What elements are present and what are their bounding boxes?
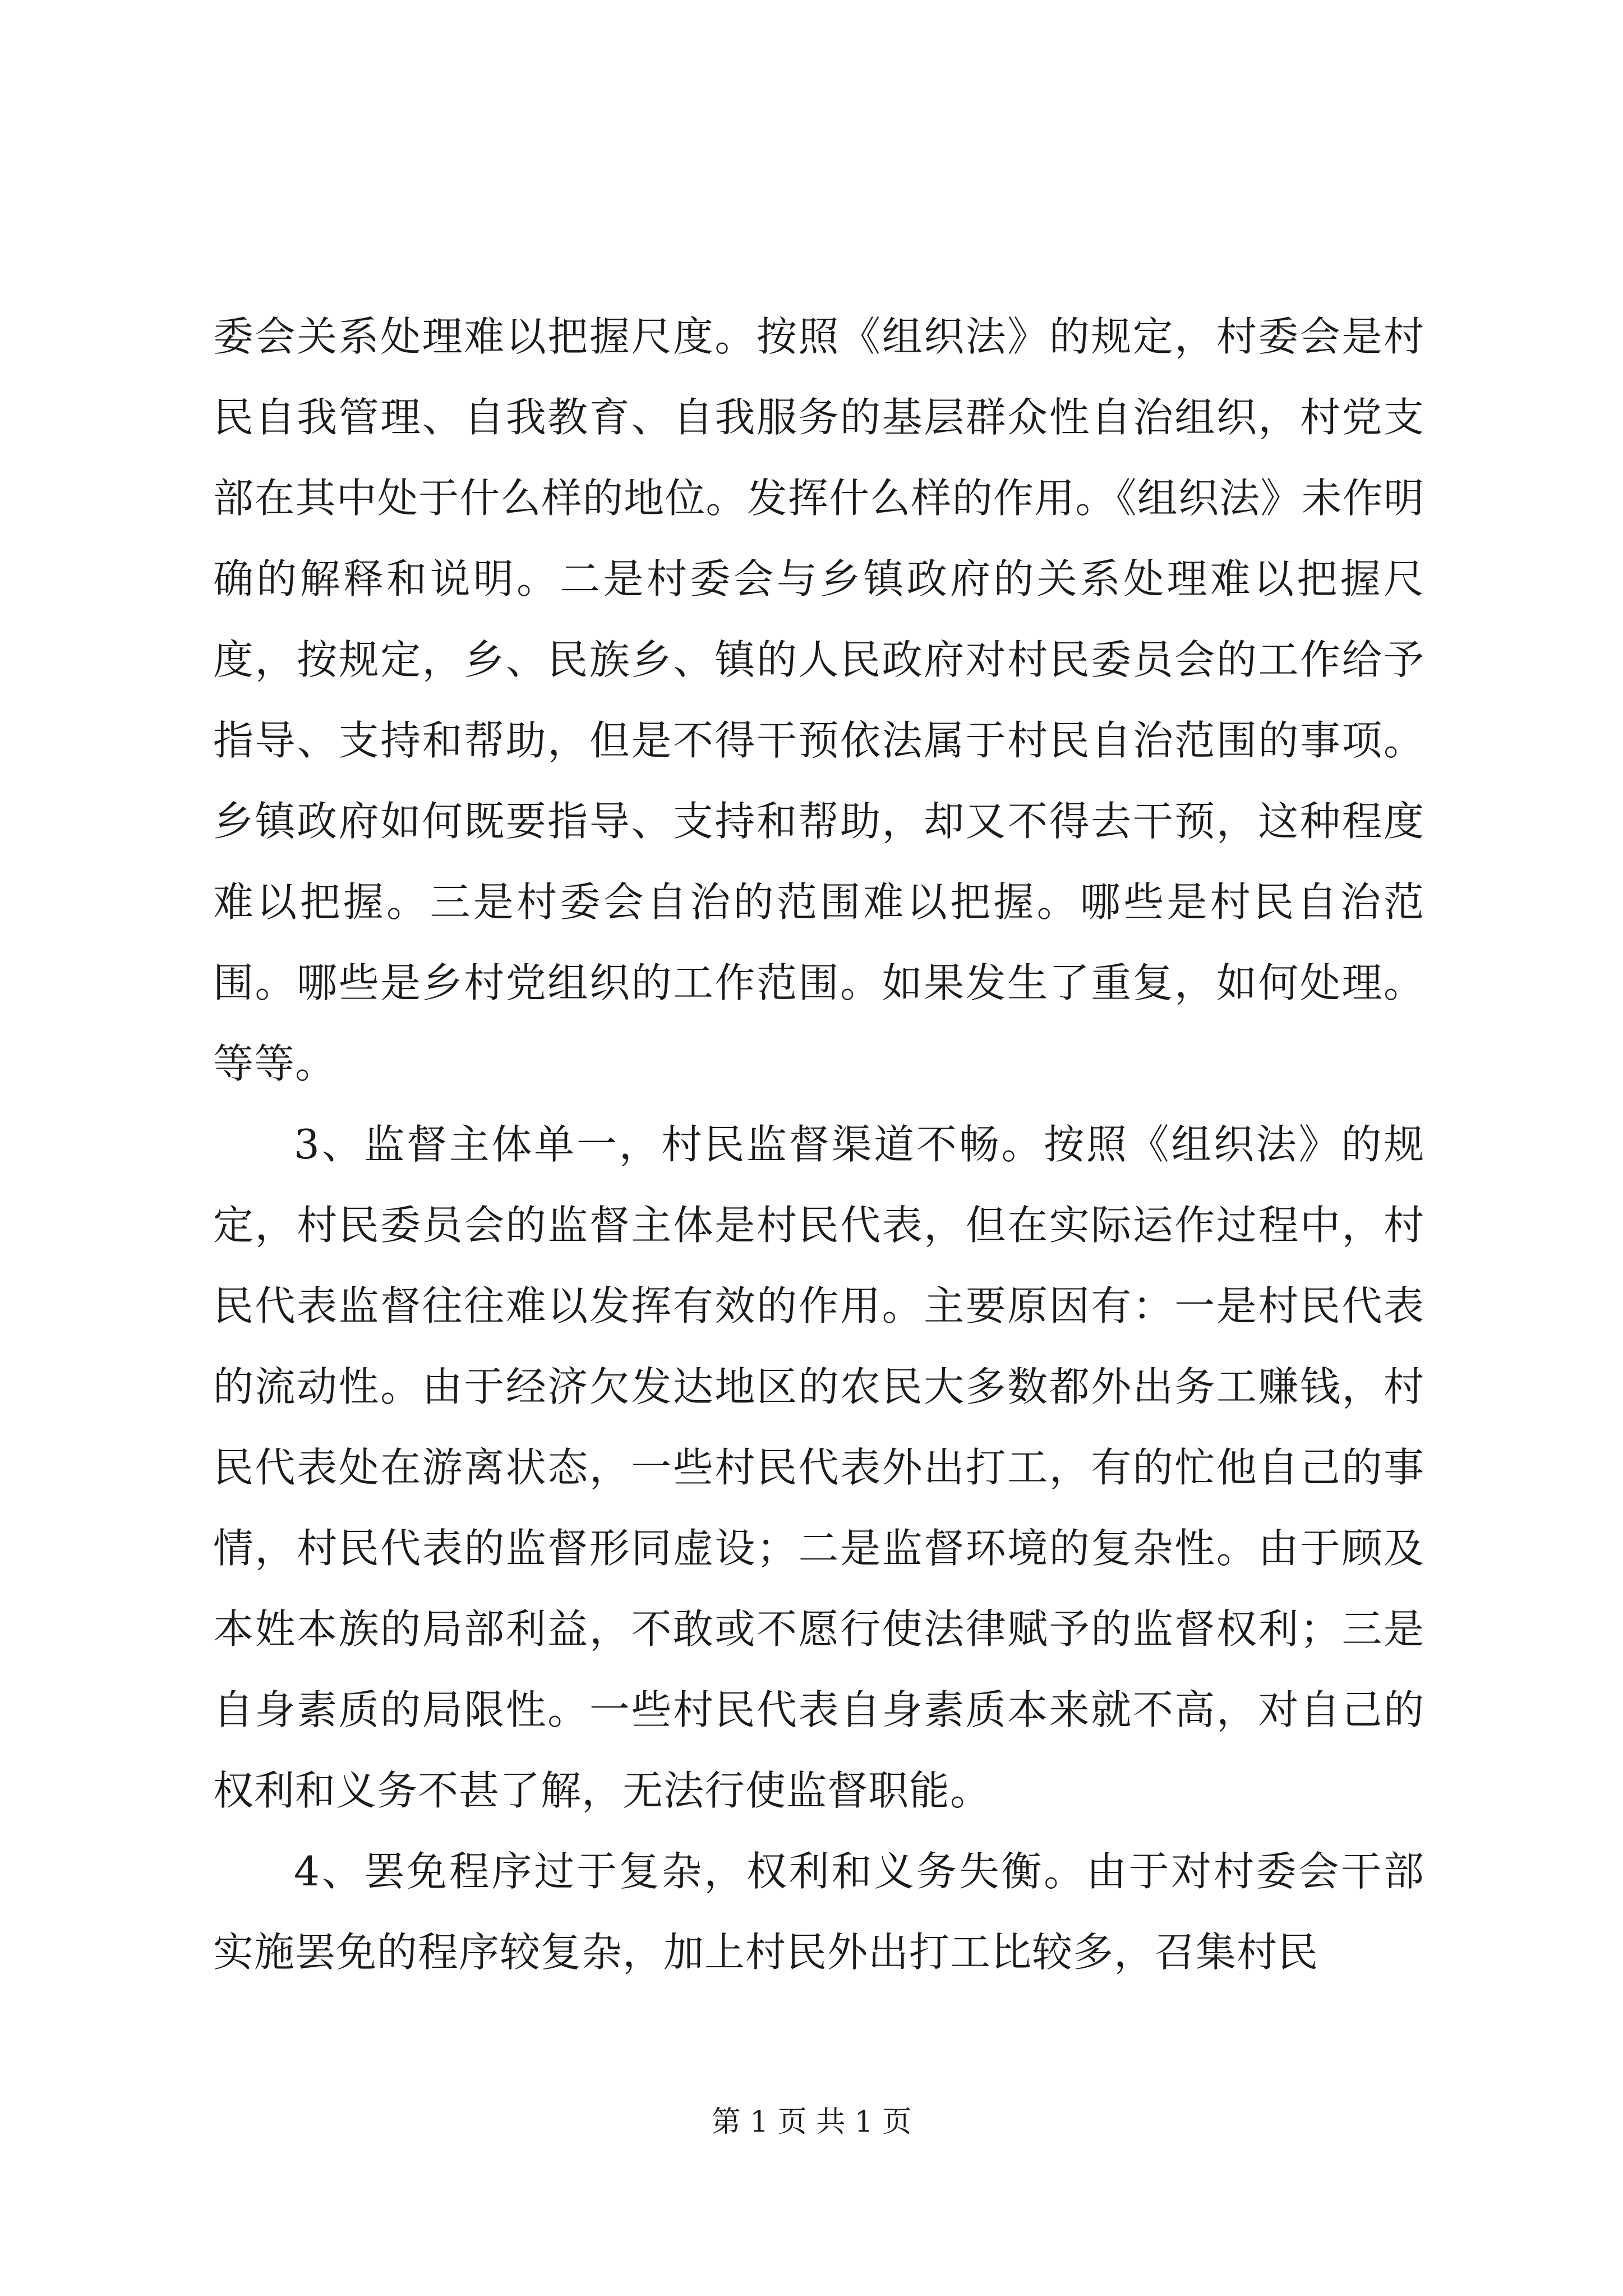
paragraph-3: 4、罢免程序过于复杂，权利和义务失衡。由于对村委会干部实施罢免的程序较复杂，加上村民外出打工比较多，召集村民 (213, 1848, 1424, 1976)
paragraph-2: 3、监督主体单一，村民监督渠道不畅。按照《组织法》的规定，村民委员会的监督主体是村民代表，但在实际运作过程中，村民代表监督往往难以发挥有效的作用。主要原因有：一是村民代表的流动性。由于经济欠发达地区的农民大多数都外出务工赚钱，村民代表处在游离状态，一些村民代表外出打工，有的忙他自己的事情，村民代表的监督形同虚设；二是监督环境的复杂性。由于顾及本姓本族的局部利益，不敢或不愿行使法律赋予的监督权利；三是自身素质的局限性。一些村民代表自身素质本来就不高，对自己的权利和义务不甚了解，无法行使监督职能。 (213, 1121, 1424, 1814)
page-footer: 第 1 页 共 1 页 (711, 2105, 912, 2139)
paragraph-1: 委会关系处理难以把握尺度。按照《组织法》的规定，村委会是村民自我管理、自我教育、自我服务的基层群众性自治组织，村党支部在其中处于什么样的地位。发挥什么样的作用。《组织法》未作明确的解释和说明。二是村委会与乡镇政府的关系处理难以把握尺度，按规定，乡、民族乡、镇的人民政府对村民委员会的工作给予指导、支持和帮助，但是不得干预依法属于村民自治范围的事项。乡镇政府如何既要指导、支持和帮助，却又不得去干预，这种程度难以把握。三是村委会自治的范围难以把握。哪些是村民自治范围。哪些是乡村党组织的工作范围。如果发生了重复，如何处理。等等。 (213, 313, 1424, 1087)
document-body (213, 296, 1424, 1993)
